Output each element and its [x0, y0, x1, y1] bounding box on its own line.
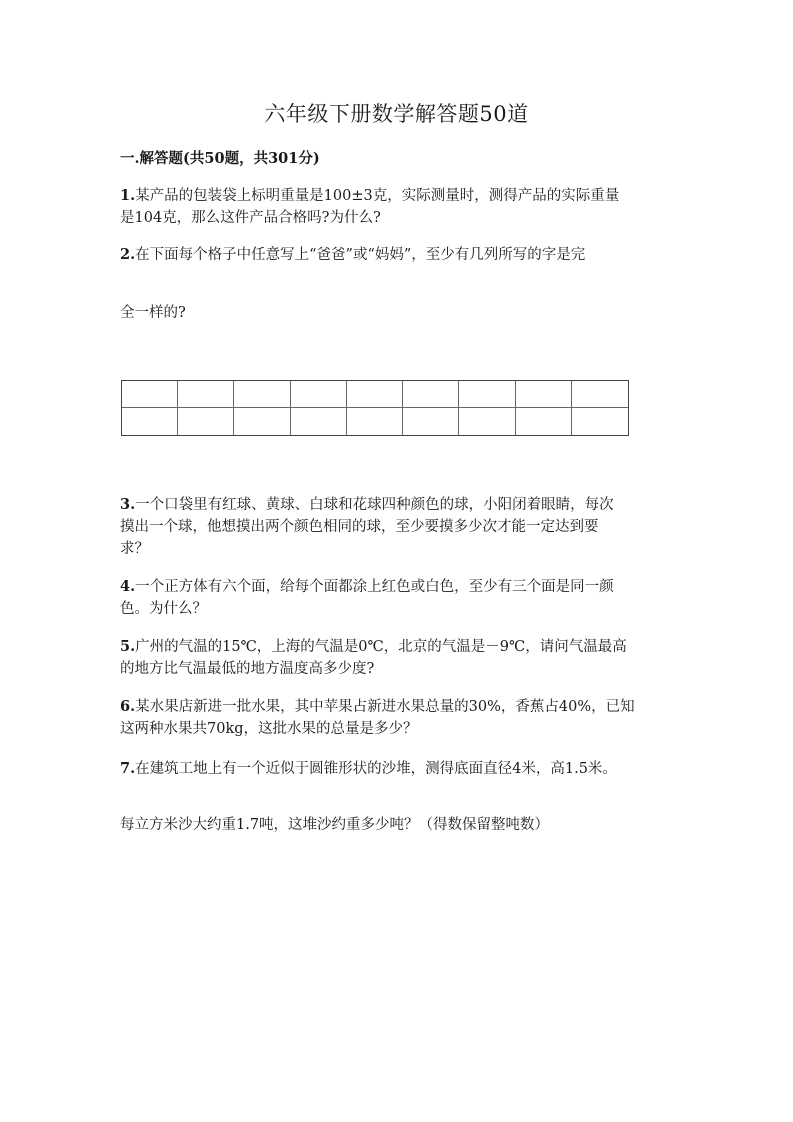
page-title: 六年级下册数学解答题50道: [264, 102, 529, 126]
grid-cell: [234, 408, 290, 435]
question-7: [120, 758, 680, 780]
grid-cell: [572, 381, 628, 408]
question-5: [120, 636, 680, 680]
question-3: [120, 494, 680, 560]
grid-cell: [291, 381, 347, 408]
question-number: 3.: [120, 496, 136, 513]
question-7-continuation: 每立方米沙大约重1.7吨，这堆沙约重多少吨？（得数保留整吨数）: [120, 817, 550, 833]
question-number: 6.: [120, 698, 136, 715]
question-2: [120, 244, 680, 266]
grid-cell: [234, 381, 290, 408]
grid-cell: [516, 408, 572, 435]
question-text: 在下面每个格子中任意写上“爸爸”或“妈妈”，至少有几列所写的字是完: [135, 247, 586, 263]
grid-cell: [403, 381, 459, 408]
question-text: 某水果店新进一批水果，其中苹果占新进水果总量的30%，香蕉占40%，已知: [135, 699, 635, 715]
grid-cell: [347, 408, 403, 435]
grid-cell: [291, 408, 347, 435]
grid-cell: [347, 381, 403, 408]
question-number: 2.: [120, 246, 136, 263]
grid-cell: [459, 381, 515, 408]
question-6: [120, 696, 680, 740]
question-number: 4.: [120, 578, 136, 595]
question-1: [120, 185, 680, 229]
question-text: 一个正方体有六个面，给每个面都涂上红色或白色，至少有三个面是同一颜: [135, 579, 614, 595]
grid-cell: [459, 408, 515, 435]
question-text: 广州的气温的15℃，上海的气温是0℃，北京的气温是－9℃，请问气温最高: [135, 639, 627, 655]
question-number: 5.: [120, 638, 136, 655]
question-number: 1.: [120, 187, 136, 204]
grid-cell: [516, 381, 572, 408]
question-number: 7.: [120, 760, 136, 777]
question-text: 这两种水果共70kg，这批水果的总量是多少？: [120, 721, 418, 737]
question-text: 某产品的包装袋上标明重量是100±3克，实际测量时，测得产品的实际重量: [135, 188, 620, 204]
question-text: 的地方比气温最低的地方温度高多少度?: [120, 661, 375, 677]
question-text: 求？: [120, 541, 149, 557]
question-text: 在建筑工地上有一个近似于圆锥形状的沙堆，测得底面直径4米，高1.5米。: [135, 761, 617, 777]
grid-cell: [403, 408, 459, 435]
question-2-continuation: 全一样的?: [120, 305, 186, 321]
question-4: [120, 576, 680, 620]
grid-cell: [122, 408, 178, 435]
grid-cell: [178, 408, 234, 435]
question-text: 摸出一个球，他想摸出两个颜色相同的球，至少要摸多少次才能一定达到要: [120, 519, 599, 535]
section-heading: 一.解答题(共50题，共301分): [120, 150, 320, 167]
grid-cell: [572, 408, 628, 435]
grid-cell: [122, 381, 178, 408]
question-text: 是104克，那么这件产品合格吗?为什么?: [120, 210, 381, 226]
answer-grid: [121, 380, 629, 436]
question-text: 色。为什么？: [120, 601, 207, 617]
question-text: 一个口袋里有红球、黄球、白球和花球四种颜色的球，小阳闭着眼睛，每次: [135, 497, 614, 513]
grid-cell: [178, 381, 234, 408]
